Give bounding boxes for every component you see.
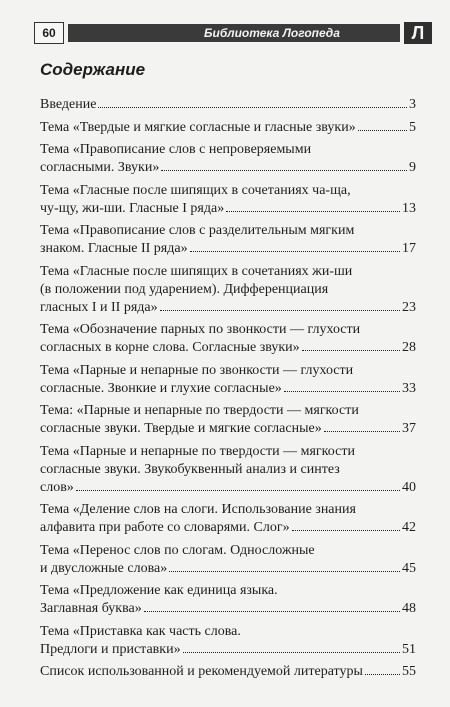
toc-entry-text: знаком. Гласные II ряда» bbox=[40, 241, 188, 256]
toc-entry-last-line bbox=[40, 641, 416, 659]
toc-entry-text: согласные. Звонкие и глухие согласные» bbox=[40, 380, 282, 396]
toc-page-number: 23 bbox=[402, 299, 416, 315]
toc-page-number: 48 bbox=[402, 601, 416, 616]
dot-leader bbox=[190, 251, 400, 252]
toc-page-number: 55 bbox=[402, 664, 416, 679]
toc-title: Содержание bbox=[40, 60, 146, 79]
dot-leader bbox=[284, 391, 400, 392]
page-header bbox=[34, 22, 432, 44]
dot-leader bbox=[324, 431, 400, 432]
toc-entry-line: Тема «Деление слов на слоги. Использование знания bbox=[40, 502, 356, 517]
dot-leader bbox=[358, 130, 407, 131]
toc-entry-line: Тема «Гласные после шипящих в сочетаниях ча-ща, bbox=[40, 182, 351, 198]
toc-entry-last-line bbox=[40, 339, 416, 357]
series-title-bar bbox=[68, 24, 400, 42]
toc-entry-last-line bbox=[40, 240, 416, 258]
toc-entry-last-line bbox=[40, 560, 416, 578]
dot-leader bbox=[76, 490, 400, 491]
dot-leader bbox=[160, 310, 400, 311]
toc-entry bbox=[40, 501, 416, 537]
toc-page-number: 40 bbox=[402, 479, 416, 495]
dot-leader bbox=[292, 530, 400, 531]
toc-entry-line: Тема «Парные и непарные по твердости — мягкости bbox=[40, 443, 355, 459]
toc-entry-text: Тема «Твердые и мягкие согласные и гласные звуки» bbox=[40, 119, 356, 135]
toc-page-number: 3 bbox=[409, 97, 416, 112]
toc-entry-last-line bbox=[40, 299, 416, 317]
toc-entry bbox=[40, 321, 416, 357]
toc-entry bbox=[40, 402, 416, 438]
toc-entry-text: гласных I и II ряда» bbox=[40, 299, 158, 315]
dot-leader bbox=[302, 350, 400, 351]
toc-entry bbox=[40, 542, 416, 578]
dot-leader bbox=[365, 674, 400, 675]
toc-entry bbox=[40, 263, 416, 317]
page-number: 60 bbox=[34, 22, 64, 44]
toc-entry-last-line bbox=[40, 380, 416, 398]
toc-entry-text: алфавита при работе со словарями. Слог» bbox=[40, 520, 290, 535]
toc-entry-last-line bbox=[40, 96, 416, 114]
toc-entry-last-line bbox=[40, 420, 416, 438]
toc-entry-last-line bbox=[40, 519, 416, 537]
toc-entry bbox=[40, 141, 416, 177]
toc-entry bbox=[40, 362, 416, 398]
toc-entry-text: согласных в корне слова. Согласные звуки» bbox=[40, 340, 300, 355]
toc-entry bbox=[40, 119, 416, 137]
toc-entry-text: Заглавная буква» bbox=[40, 601, 142, 616]
toc-entry-line: Тема «Приставка как часть слова. bbox=[40, 623, 241, 639]
toc-page-number: 42 bbox=[402, 520, 416, 535]
toc-entry-line: Тема «Правописание слов с непроверяемыми bbox=[40, 142, 312, 157]
toc-entry-text: чу-щу, жи-ши. Гласные I ряда» bbox=[40, 200, 225, 216]
dot-leader bbox=[226, 211, 400, 212]
dot-leader bbox=[183, 652, 400, 653]
dot-leader bbox=[144, 611, 400, 612]
toc-entry-text: слов» bbox=[40, 479, 74, 495]
toc-page-number: 33 bbox=[402, 380, 416, 396]
toc-entry-line: Тема «Предложение как единица языка. bbox=[40, 583, 278, 598]
toc-entry-line: Тема «Перенос слов по слогам. Односложные bbox=[40, 542, 315, 558]
toc-page-number: 5 bbox=[409, 119, 416, 135]
toc-entry-text: Предлоги и приставки» bbox=[40, 641, 181, 657]
toc-entry-text: согласными. Звуки» bbox=[40, 160, 160, 175]
toc-page-number: 9 bbox=[409, 160, 416, 175]
toc-entry bbox=[40, 663, 416, 681]
toc-entry bbox=[40, 443, 416, 497]
toc-page-number: 13 bbox=[402, 200, 416, 216]
toc-entry-last-line bbox=[40, 119, 416, 137]
toc-entry bbox=[40, 96, 416, 114]
toc-entry-last-line bbox=[40, 663, 416, 681]
toc-entry-last-line bbox=[40, 159, 416, 177]
series-logo: Л bbox=[404, 22, 432, 44]
toc-entry bbox=[40, 182, 416, 218]
toc-entry-text: согласные звуки. Твердые и мягкие согласные» bbox=[40, 421, 322, 436]
toc-entry-line: Тема: «Парные и непарные по твердости — мягкости bbox=[40, 403, 359, 418]
toc-entry-line: согласные звуки. Звукобуквенный анализ и синтез bbox=[40, 461, 340, 477]
dot-leader bbox=[98, 107, 407, 108]
toc-entry-last-line bbox=[40, 200, 416, 218]
toc-page-number: 28 bbox=[402, 340, 416, 355]
toc-entry-line: Тема «Гласные после шипящих в сочетаниях жи-ши bbox=[40, 263, 353, 279]
toc-entry bbox=[40, 623, 416, 659]
toc-entry-text: и двусложные слова» bbox=[40, 560, 168, 576]
table-of-contents bbox=[40, 96, 416, 686]
toc-entry bbox=[40, 222, 416, 258]
toc-page-number: 51 bbox=[402, 641, 416, 657]
toc-entry bbox=[40, 582, 416, 618]
series-title: Библиотека Логопеда bbox=[204, 26, 340, 40]
toc-entry-line: Тема «Правописание слов с разделительным мягким bbox=[40, 223, 355, 238]
dot-leader bbox=[169, 571, 400, 572]
toc-page-number: 45 bbox=[402, 560, 416, 576]
toc-page-number: 17 bbox=[402, 241, 416, 256]
toc-entry-line: Тема «Парные и непарные по звонкости — глухости bbox=[40, 362, 354, 378]
toc-entry-last-line bbox=[40, 600, 416, 618]
dot-leader bbox=[161, 170, 407, 171]
toc-entry-text: Список использованной и рекомендуемой литературы bbox=[40, 664, 363, 679]
toc-entry-line: Тема «Обозначение парных по звонкости — глухости bbox=[40, 322, 361, 337]
toc-page-number: 37 bbox=[402, 421, 416, 436]
toc-entry-last-line bbox=[40, 479, 416, 497]
toc-entry-line: (в положении под ударением). Дифференциация bbox=[40, 281, 329, 297]
toc-entry-text: Введение bbox=[40, 97, 97, 112]
